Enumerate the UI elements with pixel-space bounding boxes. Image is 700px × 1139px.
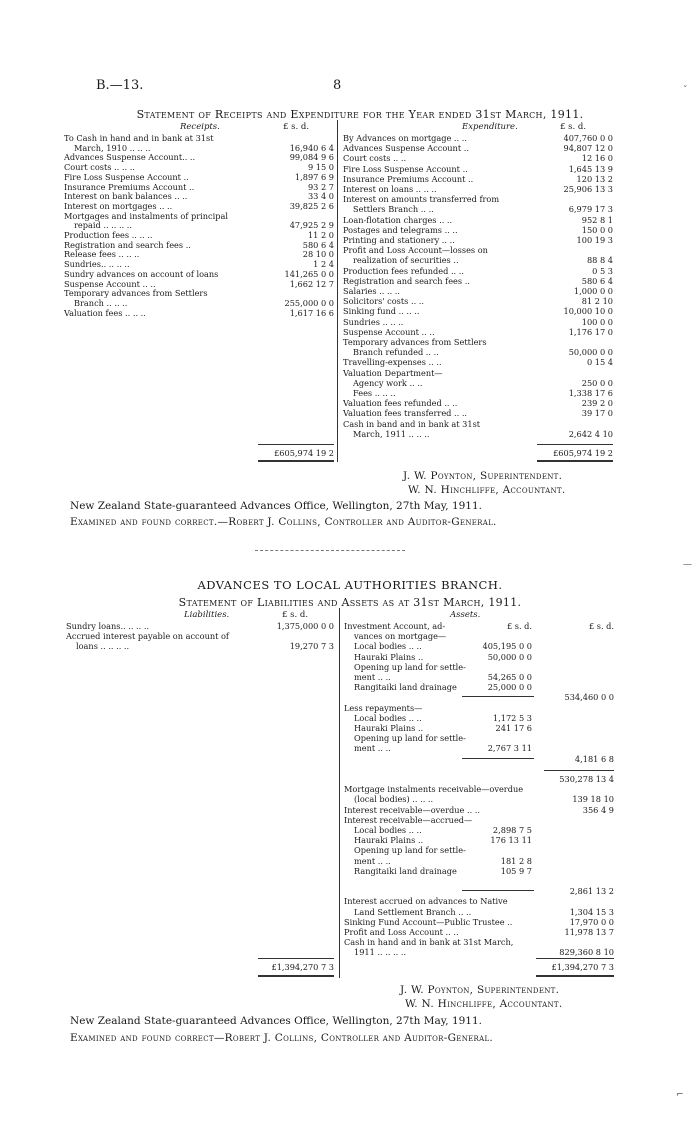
liabilities-double-rule xyxy=(258,975,334,977)
ledger-amount: 2,861 13 2 xyxy=(569,886,614,897)
ledger-label: Sinking fund .. .. .. xyxy=(343,306,420,317)
ledger-label: Accrued interest payable on account of xyxy=(66,631,229,641)
ledger-row xyxy=(66,641,334,651)
ledger-label: Printing and stationery .. .. xyxy=(343,235,455,245)
ledger-row xyxy=(344,876,614,886)
ledger-row xyxy=(344,845,614,855)
ledger-label: Interest receivable—overdue .. .. xyxy=(344,804,480,815)
ledger-row xyxy=(343,317,613,327)
ledger-row xyxy=(344,825,614,835)
statement2-title: Statement of Liabilities and Assets as at 31st March, 1911. xyxy=(178,596,522,609)
ledger-amount: 11,978 13 7 xyxy=(564,927,614,937)
ledger-label: Fire Loss Suspense Account .. xyxy=(64,171,189,182)
ledger-amount: 47,925 2 9 xyxy=(289,220,334,231)
subtotal-rule xyxy=(462,696,534,697)
ledger-label: Opening up land for settle- xyxy=(354,845,466,856)
ledger-amount: 139 18 10 xyxy=(572,794,614,805)
ledger-row xyxy=(64,211,334,221)
ledger-row xyxy=(344,692,614,702)
ledger-row xyxy=(343,133,613,143)
signature-accountant-2: W. N. Hinchliffe, Accountant. xyxy=(405,998,563,1010)
ledger-label: Rangitaiki land drainage xyxy=(354,682,457,693)
ledger-label: Sundries .. .. .. xyxy=(343,316,404,327)
ledger-row xyxy=(343,153,613,163)
ledger-row xyxy=(64,172,334,182)
branch-title: ADVANCES TO LOCAL AUTHORITIES BRANCH. xyxy=(197,578,503,592)
ledger-label: (local bodies) .. .. .. xyxy=(354,794,434,805)
ledger-row xyxy=(64,162,334,172)
ledger-row xyxy=(344,886,614,896)
ledger-label: Less repayments— xyxy=(344,702,423,713)
ledger-row xyxy=(64,298,334,308)
signature-superintendent-2: J. W. Poynton, Superintendent. xyxy=(400,984,560,996)
ledger-amount: 1,645 13 9 xyxy=(568,163,613,174)
ledger-row xyxy=(344,835,614,845)
liabilities-heading: Liabilities. xyxy=(184,610,230,620)
ledger-label: Salaries .. .. .. xyxy=(343,286,400,296)
ledger-row xyxy=(343,306,613,316)
ledger-label: Loan-flotation charges .. .. xyxy=(343,214,453,225)
expenditure-heading: Expenditure. xyxy=(462,122,518,132)
ledger-subamount: 54,265 0 0 xyxy=(487,672,532,682)
ledger-label: March, 1910 .. .. .. xyxy=(74,142,151,153)
ledger-row xyxy=(64,230,334,240)
ledger-row xyxy=(64,259,334,269)
ledger-label: Sundry advances on account of loans xyxy=(64,268,219,279)
ledger-row xyxy=(64,308,334,318)
ledger-label: Valuation fees .. .. .. xyxy=(64,307,146,318)
ledger-subamount: 241 17 6 xyxy=(495,723,532,733)
ledger-amount: 2,642 4 10 xyxy=(568,428,613,439)
ledger-row xyxy=(344,703,614,713)
ledger-row xyxy=(64,133,334,143)
ledger-label: Production fees .. .. .. xyxy=(64,230,153,240)
ledger-row xyxy=(343,429,613,439)
ledger-label: By Advances on mortgage .. .. xyxy=(343,133,467,143)
liabilities-list xyxy=(66,621,334,661)
ledger-label: ment .. .. xyxy=(354,855,391,866)
ledger-row xyxy=(343,215,613,225)
ledger-subamount: 405,195 0 0 xyxy=(482,641,532,652)
ledger-row xyxy=(343,276,613,286)
ledger-row xyxy=(343,225,613,235)
ledger-amount: 16,940 6 4 xyxy=(289,142,334,153)
ledger-row xyxy=(343,255,613,265)
ledger-row xyxy=(344,723,614,733)
ledger-amount: 50,000 0 0 xyxy=(568,347,613,358)
ledger-amount: 94,807 12 0 xyxy=(563,143,613,154)
ledger-amount: 17,970 0 0 xyxy=(569,916,614,927)
ledger-row xyxy=(344,947,614,957)
ledger-row xyxy=(64,191,334,201)
ledger-row xyxy=(343,388,613,398)
receipts-currency-heading: £ s. d. xyxy=(283,122,310,132)
ledger-amount: 534,460 0 0 xyxy=(564,692,614,703)
ledger-label: Local bodies .. .. xyxy=(354,641,422,652)
ledger-amount: 1,375,000 0 0 xyxy=(276,621,334,631)
ledger-label: Mortgages and instalments of principal xyxy=(64,210,228,221)
ledger-amount: 25,906 13 3 xyxy=(563,184,613,194)
signature-superintendent-1: J. W. Poynton, Superintendent. xyxy=(403,470,563,482)
ledger-amount: 0 5 3 xyxy=(592,265,613,276)
ledger-row xyxy=(66,621,334,631)
ledger-row xyxy=(66,631,334,641)
ledger-row xyxy=(344,937,614,947)
ledger-label: Profit and Loss Account—losses on xyxy=(343,245,488,256)
expenditure-total-rule xyxy=(537,444,613,445)
ledger-amount: 829,360 8 10 xyxy=(559,947,614,958)
ledger-label: Court costs .. .. .. xyxy=(64,162,135,173)
ledger-row xyxy=(344,784,614,794)
ledger-amount: £ s. d. xyxy=(588,621,614,631)
ledger-label: Opening up land for settle- xyxy=(354,661,466,672)
margin-mark-2: — xyxy=(683,560,692,570)
ledger-amount: 81 2 10 xyxy=(581,296,613,307)
ledger-row xyxy=(344,907,614,917)
ledger-label: Rangitaiki land drainage xyxy=(354,865,457,876)
ledger-label: Hauraki Plains .. xyxy=(354,651,424,662)
subtotal-rule xyxy=(544,770,614,771)
ledger-row xyxy=(343,245,613,255)
liabilities-total-rule xyxy=(258,958,334,959)
ledger-row xyxy=(344,774,614,784)
ledger-amount: 28 10 0 xyxy=(302,249,334,260)
ledger-row xyxy=(344,682,614,692)
ledger-amount: 407,760 0 0 xyxy=(563,133,613,143)
ledger-row xyxy=(344,631,614,641)
ledger-row xyxy=(343,408,613,418)
assets-heading: Assets. xyxy=(450,610,481,620)
ledger-row xyxy=(344,713,614,723)
ledger-amount: 356 4 9 xyxy=(582,804,614,815)
receipts-heading: Receipts. xyxy=(180,122,220,132)
ledger-amount: 1,897 6 9 xyxy=(294,171,334,182)
ledger-amount: 1,000 0 0 xyxy=(573,286,613,296)
ledger-row xyxy=(344,662,614,672)
ledger-row xyxy=(343,327,613,337)
ledger-label: Hauraki Plains .. xyxy=(354,723,424,733)
ledger-row xyxy=(343,174,613,184)
ledger-subamount: 181 2 8 xyxy=(500,855,532,866)
ledger-label: Release fees .. .. .. xyxy=(64,249,140,260)
ledger-subamount: 2,898 7 5 xyxy=(492,825,532,835)
ledger-label: Interest receivable—accrued— xyxy=(344,814,473,825)
ledger-label: Interest on amounts transferred from xyxy=(343,194,500,205)
signature-accountant-1: W. N. Hinchliffe, Accountant. xyxy=(408,484,566,496)
ledger-amount: 1,338 17 6 xyxy=(568,388,613,398)
ledger-row xyxy=(344,896,614,906)
ledger-row xyxy=(344,652,614,662)
ledger-amount: 10,000 10 0 xyxy=(563,306,613,317)
page-reference: B.—13. xyxy=(96,78,144,93)
ledger-amount: 1,304 15 3 xyxy=(569,906,614,917)
ledger-subamount: 1,172 5 3 xyxy=(492,712,532,723)
ledger-label: To Cash in hand and in bank at 31st xyxy=(64,133,214,143)
ledger-row xyxy=(64,249,334,259)
expenditure-list xyxy=(343,133,613,443)
ledger-row xyxy=(64,143,334,153)
ledger-label: Registration and search fees .. xyxy=(343,275,470,286)
ledger-row xyxy=(343,204,613,214)
ledger-row xyxy=(343,419,613,429)
ledger-label: repaid .. .. .. .. xyxy=(74,220,132,231)
ledger-label: Valuation Department— xyxy=(343,367,443,378)
ledger-subamount: 105 9 7 xyxy=(500,865,532,876)
ledger-amount: 250 0 0 xyxy=(581,377,613,388)
ledger-row xyxy=(64,240,334,250)
ledger-row xyxy=(344,743,614,753)
office-note-1: New Zealand State-guaranteed Advances Office, Wellington, 27th May, 1911. xyxy=(70,500,483,512)
ledger-amount: 530,278 13 4 xyxy=(559,774,614,784)
ledger-label: Cash in hand and in bank at 31st March, xyxy=(344,937,514,948)
ledger-label: Branch refunded .. .. xyxy=(353,347,439,358)
ledger-label: Sundry loans.. .. .. .. xyxy=(66,621,150,631)
ledger-amount: 33 4 0 xyxy=(307,191,334,202)
ledger-label: vances on mortgage— xyxy=(354,631,447,642)
ledger-amount: 19,270 7 3 xyxy=(289,641,334,651)
ledger-row xyxy=(344,856,614,866)
ledger-amount: 39,825 2 6 xyxy=(289,200,334,211)
ledger-label: Suspense Account .. .. xyxy=(64,278,156,289)
ledger-row xyxy=(64,279,334,289)
assets-total-rule xyxy=(536,958,614,959)
expenditure-double-rule xyxy=(537,460,613,462)
ledger-row xyxy=(343,368,613,378)
ledger-label: Local bodies .. .. xyxy=(354,712,422,723)
ledger-label: Mortgage instalments receivable—overdue xyxy=(344,784,524,795)
ledger-row xyxy=(343,286,613,296)
ledger-label: Hauraki Plains .. xyxy=(354,835,424,846)
ledger-row xyxy=(344,754,614,764)
receipts-list xyxy=(64,133,334,443)
ledger-amount: 11 2 0 xyxy=(307,230,334,240)
ledger-label: Interest accrued on advances to Native xyxy=(344,896,508,907)
ledger-row xyxy=(343,266,613,276)
ledger-label: Temporary advances from Settlers xyxy=(64,288,208,299)
ledger-amount: 150 0 0 xyxy=(581,224,613,235)
ledger-row xyxy=(64,288,334,298)
ledger-row xyxy=(344,866,614,876)
ledger-row xyxy=(343,143,613,153)
ledger-label: Fees .. .. .. xyxy=(353,388,396,398)
ledger-amount: 0 15 4 xyxy=(586,357,613,368)
ledger-amount: 1,617 16 6 xyxy=(289,307,334,318)
ledger-label: Sinking Fund Account—Public Trustee .. xyxy=(344,916,513,927)
ledger-row xyxy=(343,378,613,388)
ledger-row xyxy=(343,398,613,408)
receipts-total-rule xyxy=(258,444,334,445)
expenditure-currency-heading: £ s. d. xyxy=(560,122,587,132)
ledger-label: Travelling-expenses .. .. xyxy=(343,357,442,368)
ledger-amount: 100 0 0 xyxy=(581,316,613,327)
ledger-label: March, 1911 .. .. .. xyxy=(353,428,430,439)
ledger-amount: 12 16 0 xyxy=(581,153,613,164)
ledger-amount: 952 8 1 xyxy=(581,214,613,225)
receipts-double-rule xyxy=(258,460,334,462)
ledger-subamount: 50,000 0 0 xyxy=(487,651,532,662)
ledger-row xyxy=(344,927,614,937)
ledger-row xyxy=(64,201,334,211)
ledger-amount: 239 2 0 xyxy=(581,398,613,409)
ledger-row xyxy=(64,269,334,279)
ledger-row xyxy=(344,815,614,825)
ledger-label: 1911 .. .. .. .. xyxy=(354,947,407,958)
ledger-row xyxy=(344,621,614,631)
ledger-label: realization of securities .. xyxy=(353,255,459,266)
ledger-subamount: 176 13 11 xyxy=(490,835,532,846)
ledger-row xyxy=(344,733,614,743)
ledger-label: Branch .. .. .. xyxy=(74,297,128,308)
ledger-label: Advances Suspense Account.. .. xyxy=(64,152,196,163)
ledger-amount: 580 6 4 xyxy=(302,239,334,250)
ledger-label: Advances Suspense Account .. xyxy=(343,143,469,154)
ledger-row xyxy=(343,296,613,306)
ledger-row xyxy=(343,337,613,347)
ledger-row xyxy=(344,805,614,815)
ledger-label: Agency work .. .. xyxy=(353,377,423,388)
statement1-title: Statement of Receipts and Expenditure for the Year ended 31st March, 1911. xyxy=(136,108,584,121)
ledger-row xyxy=(343,235,613,245)
ledger-amount: 120 13 2 xyxy=(576,173,613,184)
assets-double-rule xyxy=(536,975,614,977)
section-separator xyxy=(255,550,405,551)
ledger-subamount: 25,000 0 0 xyxy=(487,682,532,693)
ledger-label: Suspense Account .. .. xyxy=(343,326,435,337)
ledger-label: Sundries.. .. .. .. xyxy=(64,259,130,270)
ledger-subamount: 2,767 3 11 xyxy=(487,743,532,754)
ledger-amount: 88 8 4 xyxy=(586,255,613,266)
page-number: 8 xyxy=(333,78,342,93)
ledger-amount: 141,265 0 0 xyxy=(284,268,334,279)
ledger-label: Land Settlement Branch .. .. xyxy=(354,906,472,917)
ledger-label: Settlers Branch .. .. xyxy=(353,204,434,215)
ledger-amount: 1 2 4 xyxy=(313,259,334,270)
ledger-row xyxy=(343,347,613,357)
margin-mark: ˇ xyxy=(683,86,688,96)
ledger-label: Valuation fees transferred .. .. xyxy=(343,408,468,419)
ledger-label: Interest on loans .. .. .. xyxy=(343,184,437,194)
ledger-label: Profit and Loss Account .. .. xyxy=(344,927,459,937)
ledger-amount: 4,181 6 8 xyxy=(574,753,614,764)
assets-list xyxy=(344,621,614,961)
ledger-amount: 1,662 12 7 xyxy=(289,278,334,289)
ledger-label: ment .. .. xyxy=(354,743,391,754)
ledger-label: Solicitors' costs .. .. xyxy=(343,296,424,307)
subtotal-rule xyxy=(462,890,534,891)
examined-note-2: Examined and found correct—Robert J. Collins, Controller and Auditor-General. xyxy=(70,1032,494,1044)
ledger-amount: 99,084 9 6 xyxy=(289,152,334,163)
ledger-row xyxy=(344,917,614,927)
ledger-row xyxy=(344,672,614,682)
ledger-amount: 100 19 3 xyxy=(576,235,613,245)
ledger-label: Local bodies .. .. xyxy=(354,825,422,835)
ledger-label: Opening up land for settle- xyxy=(354,733,466,744)
ledger-label: Temporary advances from Settlers xyxy=(343,337,487,347)
ledger-row xyxy=(343,357,613,367)
ledger-row xyxy=(344,641,614,651)
ledger-label: Interest on mortgages .. .. xyxy=(64,200,173,211)
ledger-label: Postages and telegrams .. .. xyxy=(343,224,458,235)
ledger-row xyxy=(343,194,613,204)
ledger-label: Interest on bank balances .. .. xyxy=(64,191,188,202)
ledger-row xyxy=(343,164,613,174)
ledger-row xyxy=(64,152,334,162)
ledger-row xyxy=(64,220,334,230)
column-divider-2 xyxy=(339,608,340,978)
ledger-amount: 580 6 4 xyxy=(581,275,613,286)
ledger-label: Valuation fees refunded .. .. xyxy=(343,398,458,409)
ledger-label: ment .. .. xyxy=(354,672,391,682)
ledger-subamount: £ s. d. xyxy=(506,621,532,631)
ledger-label: Investment Account, ad- xyxy=(344,621,446,631)
ledger-label: Fire Loss Suspense Account .. xyxy=(343,163,468,174)
ledger-amount: 93 2 7 xyxy=(307,181,334,192)
ledger-row xyxy=(344,794,614,804)
ledger-row xyxy=(343,184,613,194)
column-divider xyxy=(337,120,338,462)
ledger-label: Insurance Premiums Account .. xyxy=(64,181,195,192)
subtotal-rule xyxy=(462,758,534,759)
ledger-label: loans .. .. .. .. xyxy=(76,641,130,651)
ledger-amount: 6,979 17 3 xyxy=(568,204,613,215)
ledger-row xyxy=(64,182,334,192)
margin-mark-3: ⌐ xyxy=(676,1090,684,1100)
office-note-2: New Zealand State-guaranteed Advances Office, Wellington, 27th May, 1911. xyxy=(70,1015,483,1027)
ledger-amount: 255,000 0 0 xyxy=(284,297,334,308)
ledger-label: Cash in band and in bank at 31st xyxy=(343,418,481,429)
liabilities-currency-heading: £ s. d. xyxy=(282,610,309,620)
ledger-label: Court costs .. .. xyxy=(343,153,407,164)
ledger-label: Production fees refunded .. .. xyxy=(343,265,464,276)
ledger-label: Registration and search fees .. xyxy=(64,239,191,250)
ledger-amount: 39 17 0 xyxy=(581,408,613,419)
ledger-label: Insurance Premiums Account .. xyxy=(343,173,474,184)
ledger-amount: 9 15 0 xyxy=(307,162,334,173)
examined-note-1: Examined and found correct.—Robert J. Collins, Controller and Auditor-General. xyxy=(70,516,497,528)
ledger-amount: 1,176 17 0 xyxy=(568,326,613,337)
